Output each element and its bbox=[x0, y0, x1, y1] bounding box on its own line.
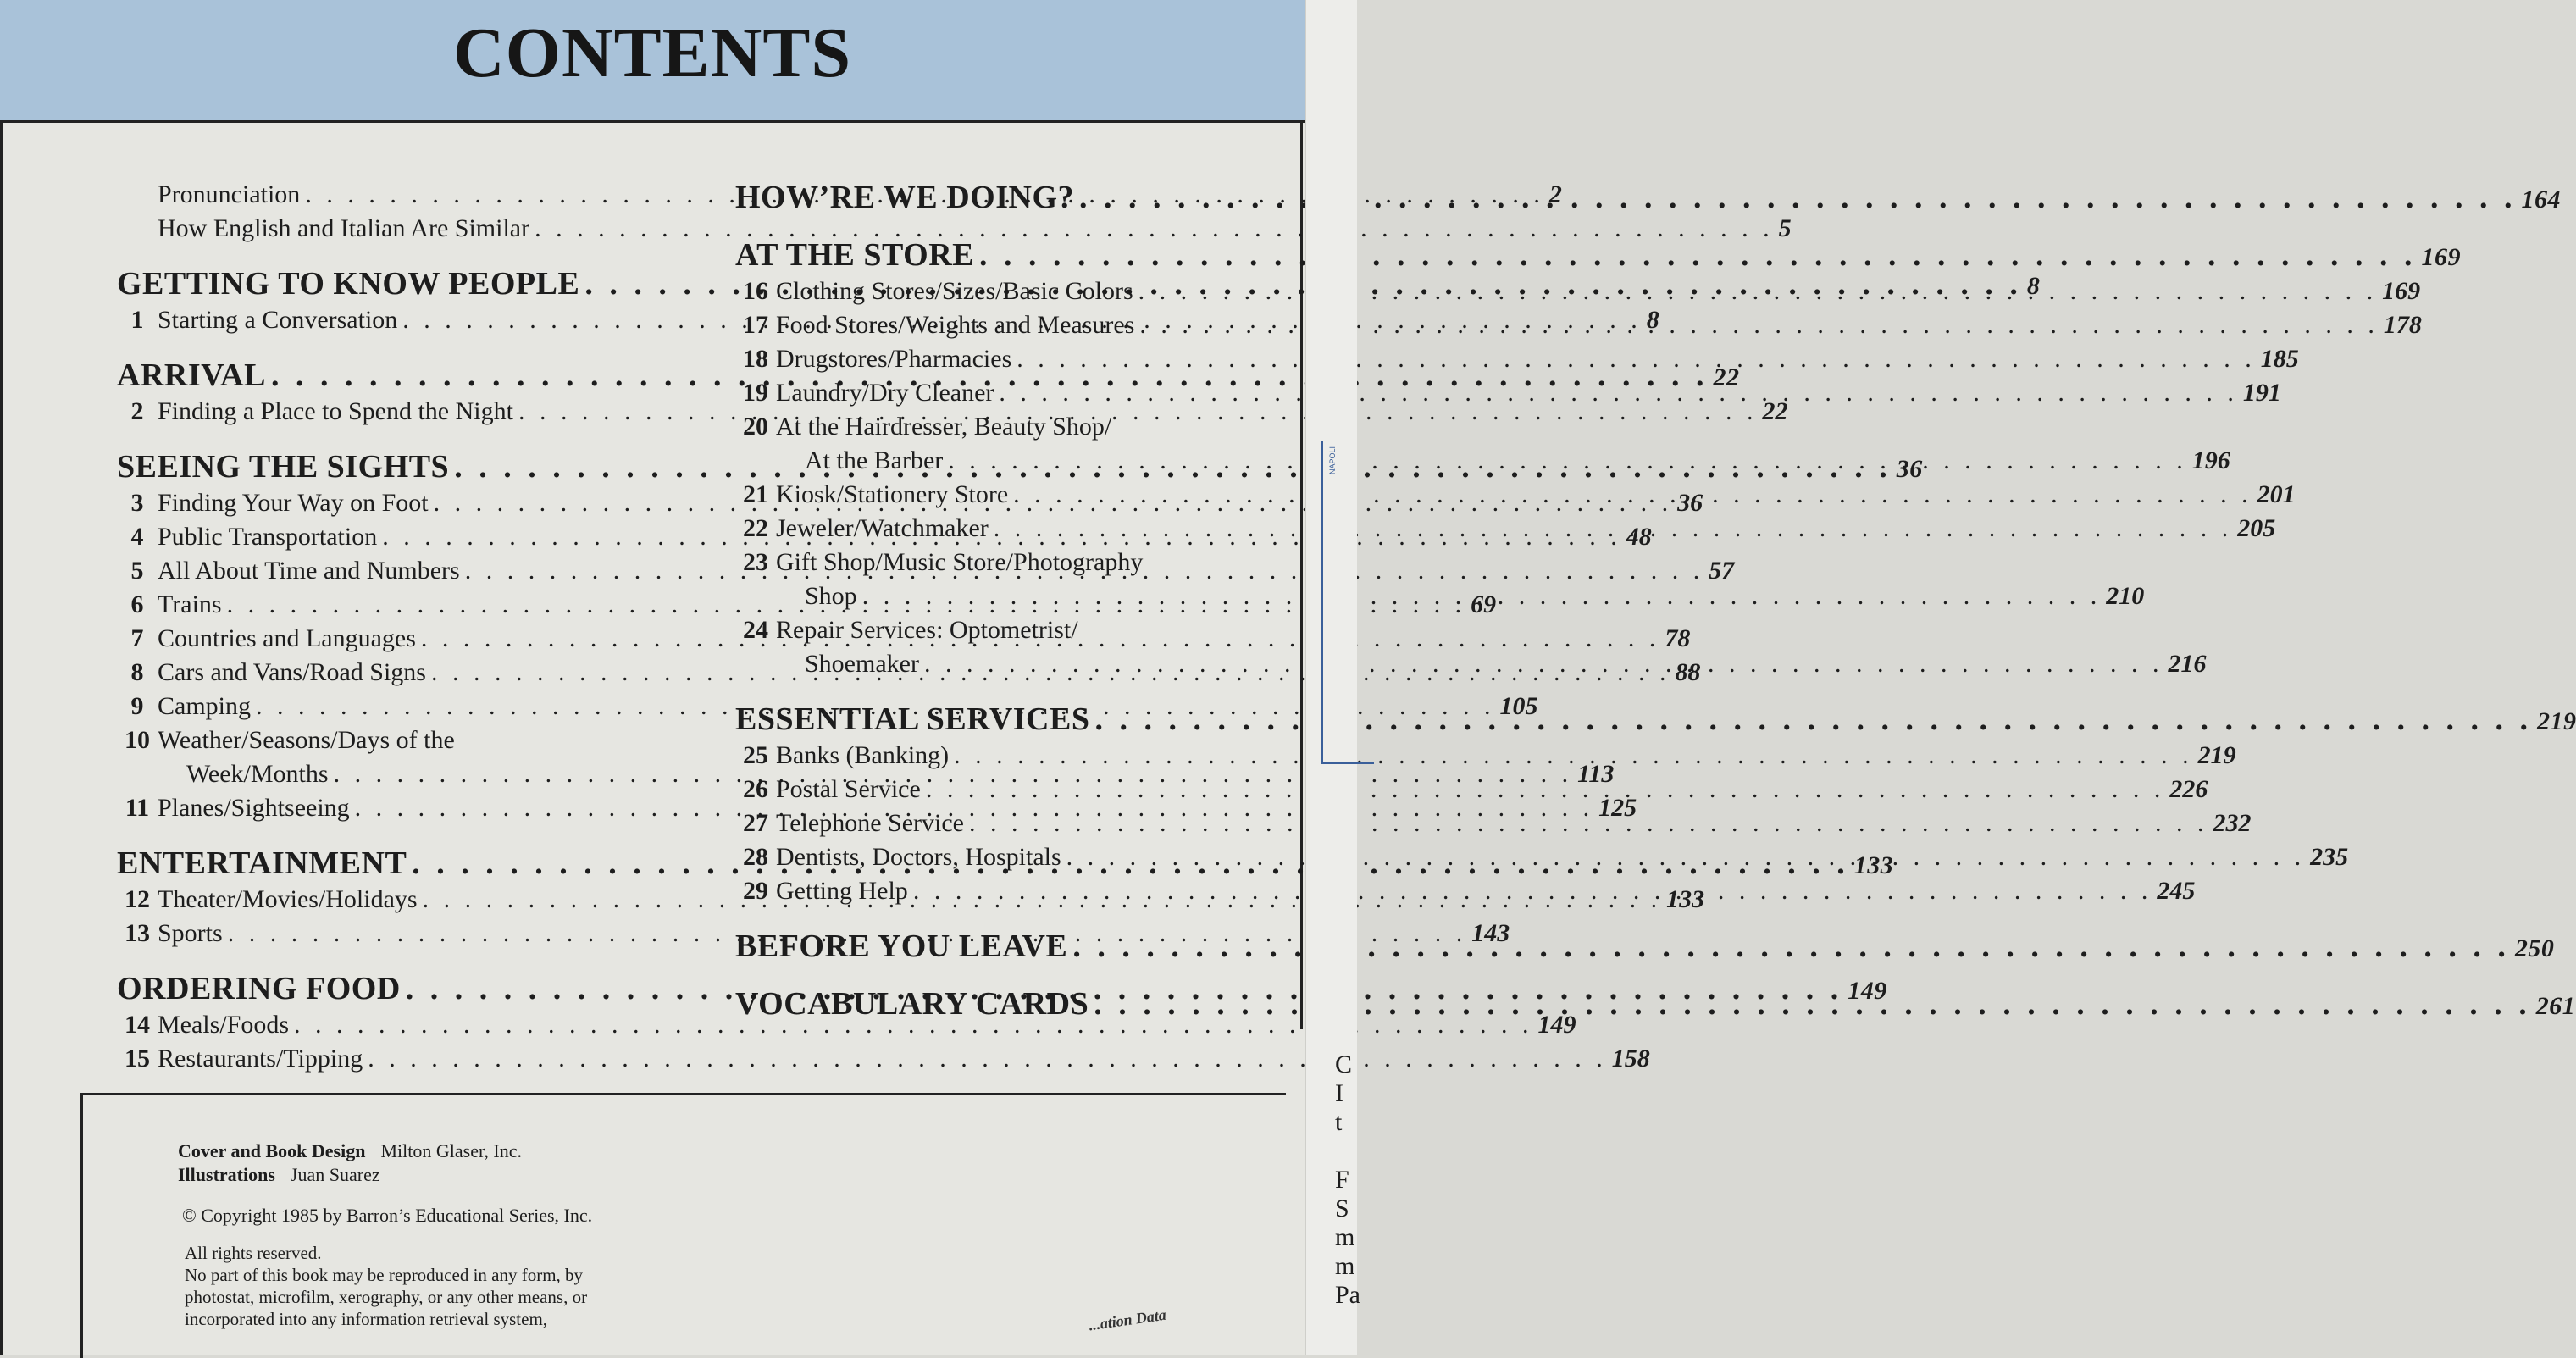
page-number: 245 bbox=[2157, 877, 2196, 905]
chapter-title: Pronunciation bbox=[158, 180, 301, 208]
dot-leader bbox=[1066, 840, 2306, 874]
page-number: 205 bbox=[2237, 514, 2276, 542]
page-number: 149 bbox=[1537, 1011, 1576, 1039]
chapter-number: 27 bbox=[743, 809, 768, 837]
chapter-title: Drugstores/Pharmacies bbox=[776, 345, 1012, 373]
page-number: 133 bbox=[1666, 885, 1705, 913]
chapter-title: Sports bbox=[158, 919, 223, 947]
toc-spacer bbox=[117, 429, 684, 447]
page-number: 164 bbox=[2521, 186, 2562, 213]
adjacent-letter: t bbox=[1335, 1108, 1343, 1136]
toc-entry bbox=[735, 274, 2421, 308]
page-number: 5 bbox=[1778, 214, 1792, 242]
adjacent-page-edge bbox=[1305, 0, 1360, 1355]
toc-spacer bbox=[117, 337, 684, 356]
dot-leader bbox=[999, 376, 2238, 410]
dot-leader bbox=[1017, 342, 2256, 376]
cataloging-data-fragment: ...ation Data bbox=[1087, 1305, 1167, 1334]
chapter-number: 12 bbox=[125, 885, 150, 913]
chapter-title: All About Time and Numbers bbox=[158, 557, 460, 585]
toc-entry bbox=[117, 723, 684, 757]
chapter-title: Food Stores/Weights and Measures bbox=[776, 311, 1135, 339]
chapter-title: Public Transportation bbox=[158, 523, 378, 551]
chapter-title: Banks (Banking) bbox=[776, 741, 950, 769]
map-fragment bbox=[1321, 441, 1374, 764]
chapter-number: 14 bbox=[125, 1011, 150, 1039]
chapter-number: 5 bbox=[130, 557, 144, 585]
chapter-title: Week/Months bbox=[186, 760, 329, 788]
dot-leader bbox=[994, 512, 2233, 546]
page-number: 178 bbox=[2383, 311, 2422, 339]
illustrations-credit bbox=[178, 1163, 522, 1187]
chapter-number: 17 bbox=[743, 311, 768, 339]
chapter-title: At the Barber bbox=[805, 446, 944, 474]
chapter-title: Finding a Place to Spend the Night bbox=[158, 397, 513, 425]
chapter-number: 10 bbox=[125, 726, 150, 754]
toc-spacer bbox=[735, 966, 1244, 984]
dot-leader bbox=[1013, 478, 2252, 512]
page-number: 88 bbox=[1675, 658, 1701, 686]
toc-entry bbox=[117, 1008, 1576, 1042]
section-title: ENTERTAINMENT bbox=[117, 845, 407, 881]
chapter-number: 21 bbox=[743, 480, 768, 508]
chapter-title: Planes/Sightseeing bbox=[158, 794, 350, 822]
toc-section-heading bbox=[735, 236, 2461, 274]
chapter-number: 16 bbox=[743, 277, 768, 305]
page-number: 232 bbox=[2213, 809, 2252, 837]
chapter-title: Postal Service bbox=[776, 775, 921, 803]
rights-line: No part of this book may be reproduced in any form, by bbox=[185, 1265, 584, 1285]
chapter-title: Clothing Stores/Sizes/Basic Colors bbox=[776, 277, 1133, 305]
chapter-title: Restaurants/Tipping bbox=[158, 1045, 363, 1073]
chapter-title: Weather/Seasons/Days of the bbox=[158, 726, 455, 754]
adjacent-letter: S bbox=[1335, 1194, 1349, 1222]
toc-entry bbox=[117, 1042, 1650, 1076]
toc-entry bbox=[735, 342, 2299, 376]
chapter-number: 7 bbox=[130, 624, 144, 652]
chapter-number: 19 bbox=[743, 379, 768, 407]
chapter-title: Camping bbox=[158, 692, 251, 720]
rights-statement bbox=[185, 1242, 693, 1330]
section-title: SEEING THE SIGHTS bbox=[117, 449, 450, 485]
chapter-number: 28 bbox=[743, 843, 768, 871]
design-label: Cover and Book Design bbox=[178, 1140, 366, 1161]
chapter-number: 6 bbox=[130, 590, 144, 618]
chapter-number: 20 bbox=[743, 413, 768, 441]
chapter-title: Gift Shop/Music Store/Photography bbox=[776, 548, 1144, 576]
chapter-number: 26 bbox=[743, 775, 768, 803]
chapter-number: 22 bbox=[743, 514, 768, 542]
design-credit bbox=[178, 1139, 522, 1163]
page-number: 158 bbox=[1611, 1045, 1650, 1073]
chapter-title: Dentists, Doctors, Hospitals bbox=[776, 843, 1061, 871]
adjacent-letter bbox=[1335, 1137, 1360, 1166]
chapter-title: Shoemaker bbox=[805, 650, 919, 678]
chapter-title: Theater/Movies/Holidays bbox=[158, 885, 418, 913]
page-number: 219 bbox=[2536, 707, 2576, 735]
chapter-number: 24 bbox=[743, 616, 768, 644]
design-value: Milton Glaser, Inc. bbox=[380, 1140, 522, 1161]
dot-leader bbox=[979, 236, 2417, 274]
page-number: 143 bbox=[1471, 919, 1510, 947]
credits bbox=[178, 1139, 522, 1187]
chapter-title: At the Hairdresser, Beauty Shop/ bbox=[776, 413, 1112, 441]
toc-spacer bbox=[735, 681, 1244, 700]
chapter-number: 1 bbox=[130, 306, 144, 334]
section-title: VOCABULARY CARDS bbox=[735, 986, 1089, 1022]
page-number: 78 bbox=[1665, 624, 1691, 652]
section-title: BEFORE YOU LEAVE bbox=[735, 928, 1068, 964]
toc-entry bbox=[735, 613, 1244, 647]
page-number: 36 bbox=[1677, 489, 1703, 517]
toc-intro-entry bbox=[117, 212, 1792, 246]
toc-spacer bbox=[117, 825, 684, 844]
chapter-number: 15 bbox=[125, 1045, 150, 1073]
toc-spacer bbox=[117, 246, 684, 264]
dot-leader bbox=[1072, 927, 2510, 966]
dot-leader bbox=[368, 1042, 1607, 1076]
toc-section-heading bbox=[735, 178, 2562, 217]
page-number: 169 bbox=[2421, 243, 2461, 271]
page-number: 261 bbox=[2535, 992, 2576, 1020]
page-number: 235 bbox=[2310, 843, 2349, 871]
page-number: 210 bbox=[2106, 582, 2145, 610]
chapter-title: Kiosk/Stationery Store bbox=[776, 480, 1009, 508]
page-number: 191 bbox=[2242, 379, 2281, 407]
dot-leader bbox=[862, 579, 2102, 613]
chapter-title: Repair Services: Optometrist/ bbox=[776, 616, 1078, 644]
adjacent-letter: m bbox=[1335, 1223, 1355, 1251]
page-number: 48 bbox=[1626, 523, 1652, 551]
dot-leader bbox=[926, 773, 2165, 806]
chapter-title: Meals/Foods bbox=[158, 1011, 290, 1039]
chapter-number: 2 bbox=[130, 397, 144, 425]
adjacent-letter: m bbox=[1335, 1252, 1355, 1280]
toc-spacer bbox=[117, 951, 684, 969]
rights-line: All rights reserved. bbox=[185, 1243, 322, 1263]
page-number: 8 bbox=[1646, 306, 1659, 334]
chapter-title: Cars and Vans/Road Signs bbox=[158, 658, 426, 686]
rights-line: photostat, microfilm, xerography, or any other means, or bbox=[185, 1287, 588, 1307]
adjacent-letter: C bbox=[1335, 1050, 1353, 1078]
dot-leader bbox=[948, 444, 2187, 478]
page-number: 216 bbox=[2168, 650, 2207, 678]
dot-leader bbox=[924, 647, 2163, 681]
page-number: 2 bbox=[1548, 180, 1562, 208]
page-number: 201 bbox=[2257, 480, 2296, 508]
chapter-number: 4 bbox=[130, 523, 144, 551]
page-number: 219 bbox=[2197, 741, 2236, 769]
page-number: 226 bbox=[2169, 775, 2208, 803]
chapter-title: Starting a Conversation bbox=[158, 306, 398, 334]
page-number: 185 bbox=[2260, 345, 2299, 373]
page-number: 169 bbox=[2382, 277, 2421, 305]
chapter-title: Getting Help bbox=[776, 877, 908, 905]
chapter-title: Telephone Service bbox=[776, 809, 964, 837]
chapter-number: 25 bbox=[743, 741, 768, 769]
frame-left-rule bbox=[0, 123, 3, 1355]
rights-line: incorporated into any information retrieval system, bbox=[185, 1309, 548, 1329]
page-number: 250 bbox=[2514, 934, 2555, 962]
chapter-number: 23 bbox=[743, 548, 768, 576]
adjacent-page-text bbox=[1335, 1050, 1360, 1310]
chapter-number: 18 bbox=[743, 345, 768, 373]
section-title: AT THE STORE bbox=[735, 237, 974, 273]
page-number: 113 bbox=[1577, 760, 1615, 788]
section-title: GETTING TO KNOW PEOPLE bbox=[117, 266, 580, 302]
page-number: 196 bbox=[2191, 446, 2230, 474]
adjacent-letter: I bbox=[1335, 1079, 1343, 1107]
chapter-title: Shop bbox=[805, 582, 857, 610]
toc-entry bbox=[735, 308, 2422, 342]
adjacent-letter: Pa bbox=[1335, 1281, 1360, 1309]
chapter-title: Laundry/Dry Cleaner bbox=[776, 379, 994, 407]
page-title: CONTENTS bbox=[452, 14, 852, 92]
contents-header-band bbox=[0, 0, 1305, 123]
page-number: 69 bbox=[1471, 590, 1497, 618]
dot-leader bbox=[913, 874, 2152, 908]
page-number: 125 bbox=[1598, 794, 1637, 822]
page-number: 133 bbox=[1853, 851, 1894, 879]
copyright-notice: © Copyright 1985 by Barron’s Educational Series, Inc. bbox=[182, 1205, 593, 1226]
chapter-title: Jeweler/Watchmaker bbox=[776, 514, 989, 542]
chapter-number: 11 bbox=[125, 794, 150, 822]
dot-leader bbox=[969, 806, 2208, 840]
section-title: ORDERING FOOD bbox=[117, 971, 401, 1006]
chapter-number: 13 bbox=[125, 919, 150, 947]
illustrations-label: Illustrations bbox=[178, 1164, 275, 1185]
page-number: 22 bbox=[1762, 397, 1788, 425]
toc-entry bbox=[735, 546, 1244, 579]
chapter-title: Trains bbox=[158, 590, 222, 618]
page-number: 57 bbox=[1709, 557, 1735, 585]
section-title: HOW’RE WE DOING? bbox=[735, 180, 1075, 215]
map-label: NAPOLI bbox=[1328, 446, 1337, 474]
page-number: 22 bbox=[1713, 363, 1740, 391]
adjacent-letter: F bbox=[1335, 1166, 1349, 1194]
toc-entry bbox=[735, 410, 1244, 444]
page-number: 149 bbox=[1848, 977, 1887, 1005]
chapter-number: 3 bbox=[130, 489, 144, 517]
chapter-title: Countries and Languages bbox=[158, 624, 416, 652]
section-title: ARRIVAL bbox=[117, 358, 266, 393]
section-title: ESSENTIAL SERVICES bbox=[735, 701, 1090, 737]
toc-entry bbox=[735, 739, 2236, 773]
chapter-title: Finding Your Way on Foot bbox=[158, 489, 429, 517]
dot-leader bbox=[1079, 178, 2517, 217]
chapter-number: 8 bbox=[130, 658, 144, 686]
chapter-title: How English and Italian Are Similar bbox=[158, 214, 530, 242]
page-number: 36 bbox=[1896, 455, 1923, 483]
toc-spacer bbox=[735, 217, 1244, 236]
toc-spacer bbox=[735, 908, 1244, 927]
page-number: 8 bbox=[2026, 272, 2041, 300]
dot-leader bbox=[954, 739, 2193, 773]
page-number: 105 bbox=[1499, 692, 1538, 720]
illustrations-value: Juan Suarez bbox=[290, 1164, 380, 1185]
chapter-number: 29 bbox=[743, 877, 768, 905]
chapter-number: 9 bbox=[130, 692, 144, 720]
